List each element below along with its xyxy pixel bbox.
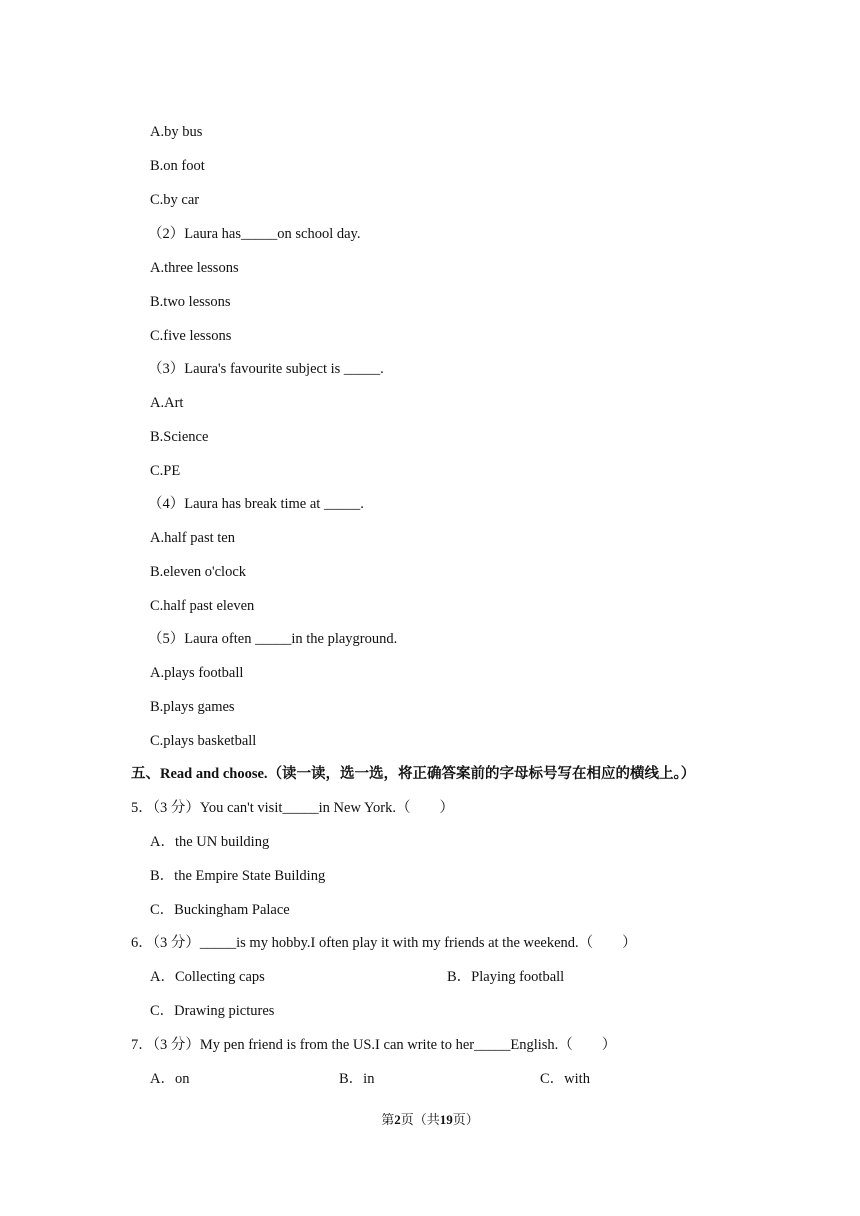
option-text: A.by bus	[150, 124, 203, 140]
option-text: A.Art	[150, 395, 184, 411]
option-text: C.five lessons	[150, 328, 232, 344]
page-footer	[0, 1110, 860, 1130]
question-stem: 6．（3 分）_____is my hobby.I often play it with my friends at the weekend.（ ）	[131, 935, 637, 951]
option-text: B．the Empire State Building	[150, 868, 326, 884]
footer-page-number: 2	[394, 1112, 401, 1127]
option-text: A.plays football	[150, 665, 244, 681]
question-stem: 5．（3 分）You can't visit_____in New York.（ ）	[131, 800, 454, 816]
question-stem: （5）Laura often _____in the playground.	[148, 631, 398, 647]
option-text: C.half past eleven	[150, 598, 255, 614]
option-text: A．Collecting caps	[150, 969, 265, 985]
option-text: B．Playing football	[447, 969, 565, 985]
option-text: B.on foot	[150, 158, 205, 174]
option-text: A.three lessons	[150, 260, 239, 276]
footer-pre: 第	[381, 1112, 395, 1127]
question-stem: （3）Laura's favourite subject is _____.	[148, 361, 384, 377]
option-text: B.two lessons	[150, 294, 231, 310]
section-heading-instruction: （读一读，选一选，将正确答案前的字母标号写在相应的横线上。）	[267, 766, 696, 782]
option-text: C.PE	[150, 463, 181, 479]
option-text: C．Drawing pictures	[150, 1003, 275, 1019]
question-stem: 7．（3 分）My pen friend is from the US.I can write to her_____English.（ ）	[131, 1037, 617, 1053]
option-text: C.by car	[150, 192, 200, 208]
section-heading-prefix: 五、Read and choose.	[131, 766, 268, 782]
option-text: B.eleven o'clock	[150, 564, 247, 580]
option-text: C．Buckingham Palace	[150, 902, 290, 918]
option-text: A．on	[150, 1071, 190, 1087]
footer-mid: 页（共	[400, 1112, 440, 1127]
option-text: B.plays games	[150, 699, 235, 715]
question-stem: （2）Laura has_____on school day.	[148, 226, 361, 242]
question-stem: （4）Laura has break time at _____.	[148, 496, 364, 512]
section-heading	[131, 764, 695, 784]
option-text: B．in	[339, 1071, 375, 1087]
option-text: C.plays basketball	[150, 733, 257, 749]
option-text: B.Science	[150, 429, 209, 445]
option-text: C．with	[540, 1071, 590, 1087]
footer-post: 页）	[452, 1112, 479, 1127]
option-text: A．the UN building	[150, 834, 270, 850]
option-text: A.half past ten	[150, 530, 235, 546]
footer-total-pages: 19	[439, 1112, 453, 1127]
